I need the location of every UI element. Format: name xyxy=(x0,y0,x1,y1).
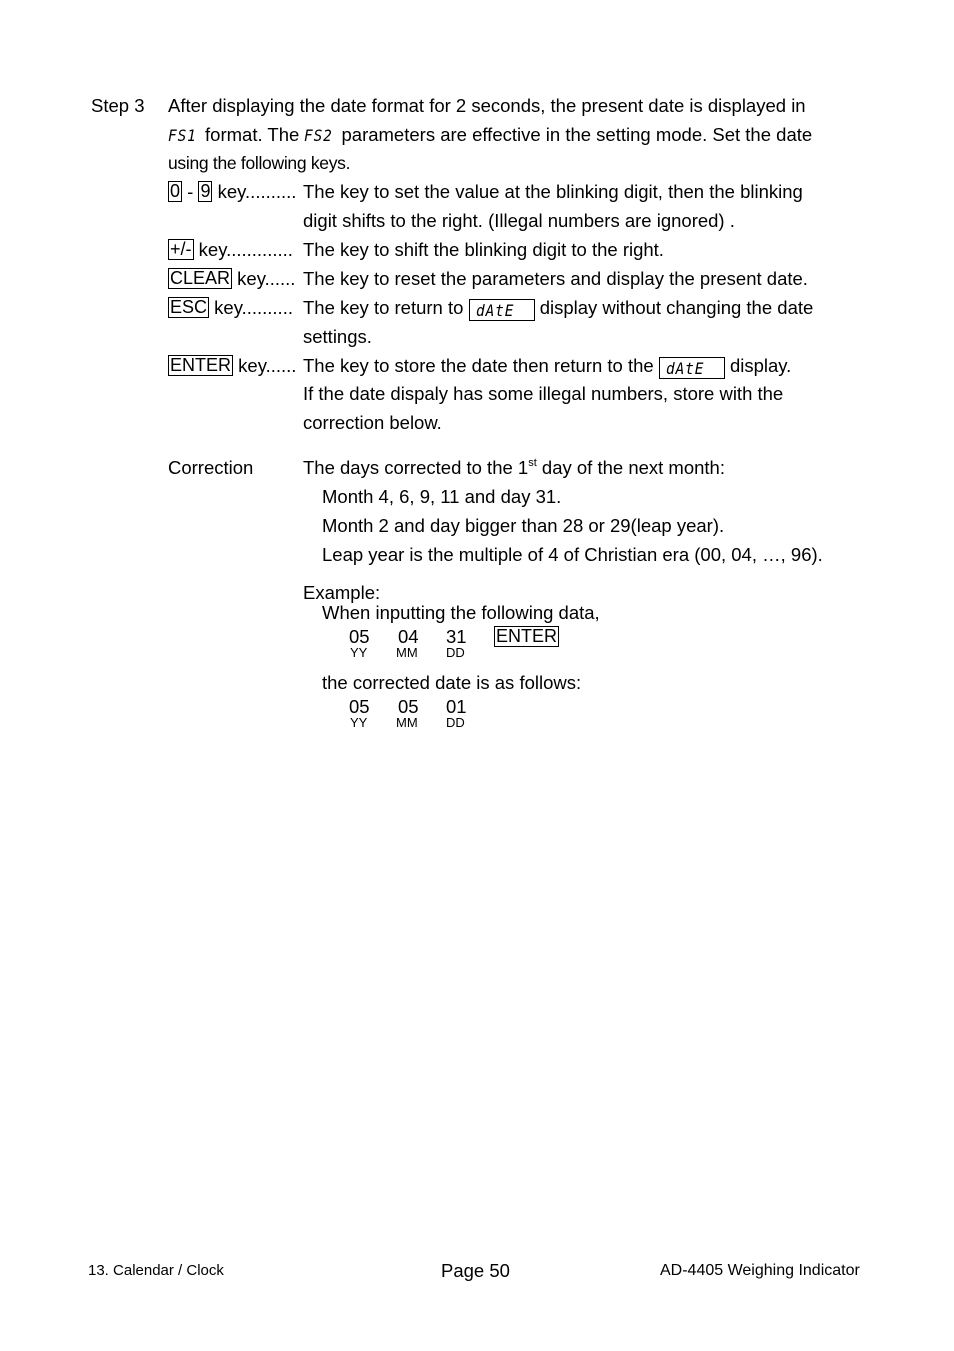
input-mm: 04 xyxy=(398,626,419,647)
step-line-1: After displaying the date format for 2 seconds, the present date is displayed in xyxy=(168,95,806,116)
clear-key-desc: The key to reset the parameters and display the present date. xyxy=(303,268,808,289)
fs1-display: FS1 xyxy=(168,126,197,145)
correction-label: Correction xyxy=(168,457,254,478)
key-enter: ENTER xyxy=(170,355,232,375)
correction-item-1: Month 4, 6, 9, 11 and day 31. xyxy=(322,486,562,507)
input-dd: 31 xyxy=(446,626,467,647)
enter-key-label: ENTER key...... xyxy=(170,355,297,376)
correction-intro: The days corrected to the 1st day of the next month: xyxy=(303,457,725,478)
date-display-box xyxy=(659,357,725,379)
enter-key-desc-3: correction below. xyxy=(303,412,442,433)
unit-dd: DD xyxy=(446,645,465,660)
unit-mm: MM xyxy=(396,645,418,660)
example-enter-key: ENTER xyxy=(496,626,558,646)
example-input-line: When inputting the following data, xyxy=(322,602,600,623)
correction-item-3: Leap year is the multiple of 4 of Christian era (00, 04, …, 96). xyxy=(322,544,823,565)
key-9: 9 xyxy=(200,181,211,201)
key-plusminus: +/- xyxy=(170,239,192,259)
unit-yy-2: YY xyxy=(350,715,368,730)
key-esc: ESC xyxy=(170,297,208,317)
example-corrected-line: the corrected date is as follows: xyxy=(322,672,582,693)
example-label: Example: xyxy=(303,582,381,603)
corrected-yy: 05 xyxy=(349,696,370,717)
plusminus-key-desc: The key to shift the blinking digit to the right. xyxy=(303,239,664,260)
clear-key-label: CLEAR key...... xyxy=(170,268,296,289)
enter-key-desc: The key to store the date then return to the dAtE display. xyxy=(303,355,792,378)
step-line-2: FS1 format. The FS2 parameters are effective in the setting mode. Set the date xyxy=(168,120,812,150)
unit-dd-2: DD xyxy=(446,715,465,730)
date-display-box xyxy=(469,299,535,321)
date-display: dAtE xyxy=(665,359,705,378)
key-clear: CLEAR xyxy=(170,268,231,288)
enter-key-desc-2: If the date dispaly has some illegal numbers, store with the xyxy=(303,383,784,404)
footer-page-number: Page 50 xyxy=(441,1260,510,1281)
digit-key-desc-2: digit shifts to the right. (Illegal numbers are ignored) . xyxy=(303,210,735,231)
digit-key-label: 0 - 9 key.......... xyxy=(170,181,297,202)
step-label: Step 3 xyxy=(91,95,145,116)
unit-mm-2: MM xyxy=(396,715,418,730)
plusminus-key-label: +/- key............. xyxy=(170,239,293,260)
step-line-3: using the following keys. xyxy=(168,153,351,173)
corrected-mm: 05 xyxy=(398,696,419,717)
date-display: dAtE xyxy=(475,301,514,320)
digit-key-desc-1: The key to set the value at the blinking digit, then the blinking xyxy=(303,181,803,202)
fs2-display: FS2 xyxy=(304,126,334,145)
footer-product: AD-4405 Weighing Indicator xyxy=(660,1262,860,1279)
footer-section: 13. Calendar / Clock xyxy=(88,1262,224,1279)
correction-item-2: Month 2 and day bigger than 28 or 29(leap year). xyxy=(322,515,725,536)
esc-key-desc: The key to return to dAtE display without changing the date xyxy=(303,297,814,320)
input-yy: 05 xyxy=(349,626,370,647)
esc-key-desc-2: settings. xyxy=(303,326,372,347)
key-0: 0 xyxy=(170,181,181,201)
unit-yy: YY xyxy=(350,645,368,660)
corrected-dd: 01 xyxy=(446,696,467,717)
esc-key-label: ESC key.......... xyxy=(170,297,293,318)
